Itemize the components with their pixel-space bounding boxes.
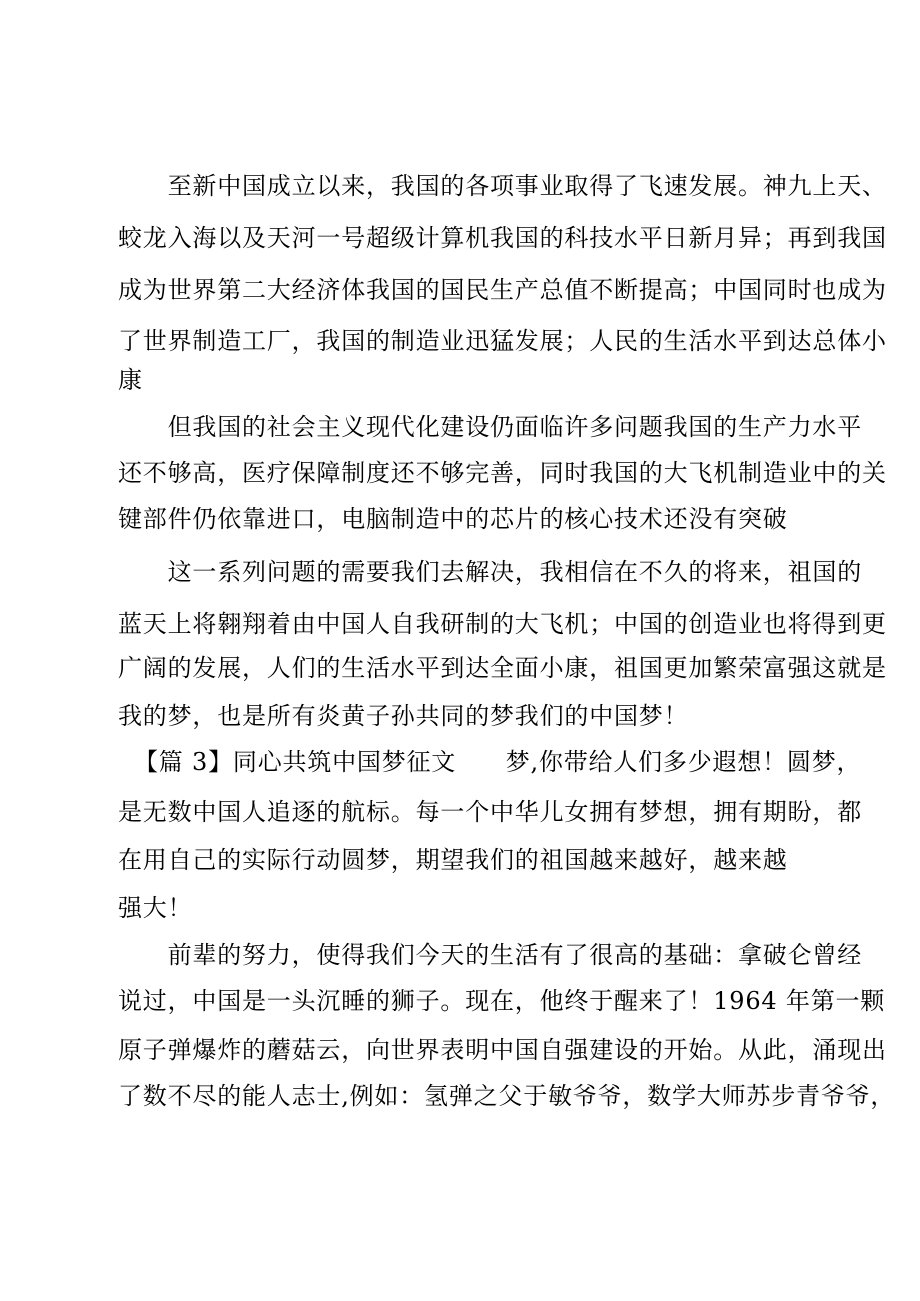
paragraph-1-line-5: 康 (118, 366, 143, 394)
paragraph-3-line-3: 广阔的发展，人们的生活水平到达全面小康，祖国更加繁荣富强这就是 (118, 654, 887, 682)
paragraph-2-line-2: 还不够高，医疗保障制度还不够完善，同时我国的大飞机制造业中的关 (118, 459, 887, 487)
paragraph-1-line-3: 成为世界第二大经济体我国的国民生产总值不断提高；中国同时也成为 (118, 276, 887, 304)
paragraph-1-line-4: 了世界制造工厂，我国的制造业迅猛发展；人民的生活水平到达总体小 (118, 327, 887, 355)
paragraph-5-line-2: 说过，中国是一头沉睡的狮子。现在，他终于醒来了！1964 年第一颗 (118, 987, 886, 1015)
paragraph-4-line-4: 强大！ (118, 894, 193, 922)
paragraph-5-line-1: 前辈的努力，使得我们今天的生活有了很高的基础：拿破仑曾经 (118, 941, 862, 969)
paragraph-3-line-4: 我的梦，也是所有炎黄子孙共同的梦我们的中国梦！ (118, 702, 689, 730)
paragraph-5-line-4: 了数不尽的能人志士,例如：氢弹之父于敏爷爷，数学大师苏步青爷爷， (118, 1082, 896, 1110)
section-3-heading-line: 【篇 3】同心共筑中国梦征文 梦,你带给人们多少遐想！圆梦， (134, 748, 862, 776)
paragraph-1-line-2: 蛟龙入海以及天河一号超级计算机我国的科技水平日新月异；再到我国 (118, 224, 887, 252)
paragraph-1-line-1: 至新中国成立以来，我国的各项事业取得了飞速发展。神九上天、 (118, 172, 887, 200)
paragraph-4-line-3: 在用自己的实际行动圆梦，期望我们的祖国越来越好，越来越 (118, 846, 788, 874)
paragraph-4-line-2: 是无数中国人追逐的航标。每一个中华儿女拥有梦想，拥有期盼，都 (118, 798, 862, 826)
paragraph-5-line-3: 原子弹爆炸的蘑菇云，向世界表明中国自强建设的开始。从此，涌现出 (118, 1036, 887, 1064)
paragraph-3-line-2: 蓝天上将翱翔着由中国人自我研制的大飞机；中国的创造业也将得到更 (118, 610, 887, 638)
paragraph-2-line-1: 但我国的社会主义现代化建设仍面临许多问题我国的生产力水平 (118, 413, 862, 441)
paragraph-3-line-1: 这一系列问题的需要我们去解决，我相信在不久的将来，祖国的 (118, 558, 862, 586)
paragraph-2-line-3: 键部件仍依靠进口，电脑制造中的芯片的核心技术还没有突破 (118, 505, 788, 533)
